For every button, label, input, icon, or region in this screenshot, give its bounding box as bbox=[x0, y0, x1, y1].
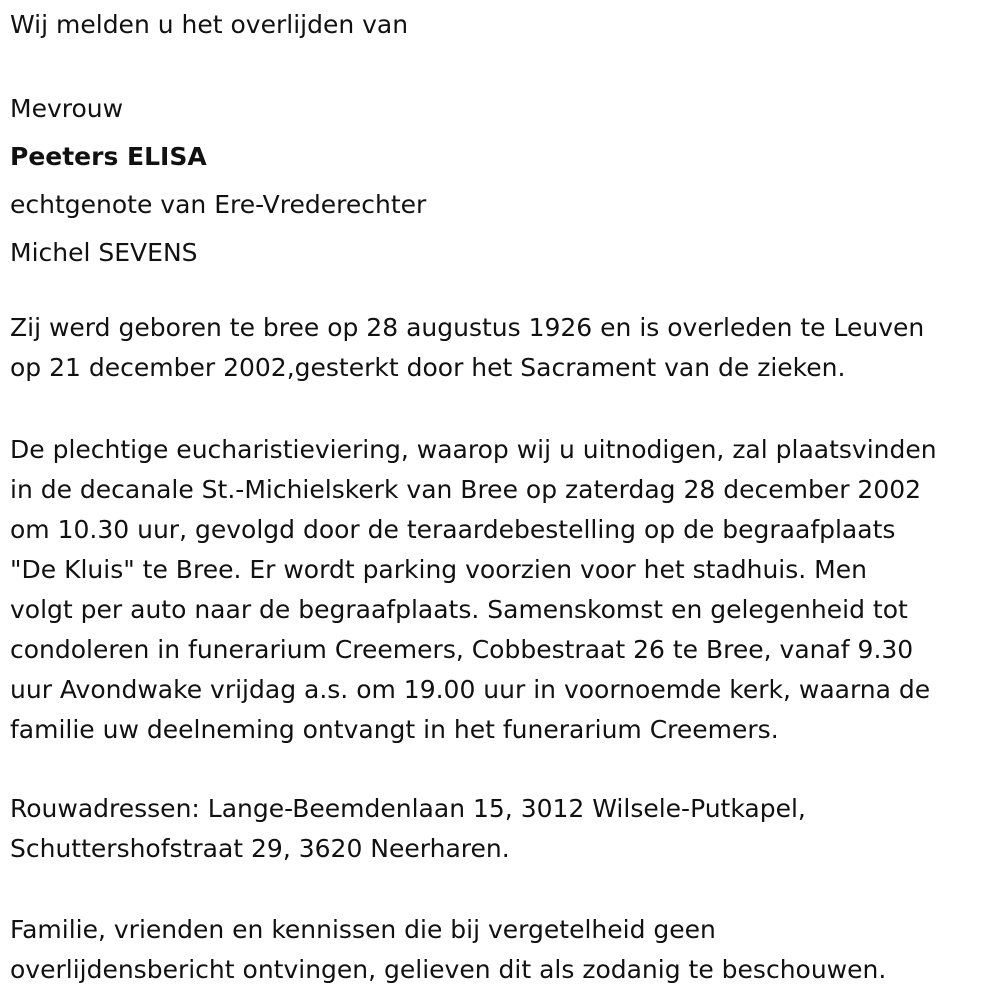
paragraph-line: "De Kluis" te Bree. Er wordt parking voorzien voor het stadhuis. Men bbox=[10, 555, 867, 584]
paragraph-line: volgt per auto naar de begraafplaats. Samenskomst en gelegenheid tot bbox=[10, 595, 908, 624]
paragraph-line: condoleren in funerarium Creemers, Cobbestraat 26 te Bree, vanaf 9.30 bbox=[10, 635, 914, 664]
paragraph-line: Zij werd geboren te bree op 28 augustus 1926 en is overleden te Leuven bbox=[10, 313, 925, 342]
ceremony-paragraph bbox=[10, 430, 937, 750]
spouse-line-1: echtgenote van Ere-Vrederechter bbox=[10, 190, 427, 219]
paragraph-line: Rouwadressen: Lange-Beemdenlaan 15, 3012 Wilsele-Putkapel, bbox=[10, 794, 806, 823]
deceased-block bbox=[10, 85, 426, 277]
paragraph-line: familie uw deelneming ontvangt in het funerarium Creemers. bbox=[10, 715, 779, 744]
address-paragraph bbox=[10, 789, 806, 869]
paragraph-line: uur Avondwake vrijdag a.s. om 19.00 uur in voornoemde kerk, waarna de bbox=[10, 675, 931, 704]
salutation: Mevrouw bbox=[10, 94, 124, 123]
paragraph-line: overlijdensbericht ontvingen, gelieven dit als zodanig te beschouwen. bbox=[10, 955, 887, 984]
paragraph-line: om 10.30 uur, gevolgd door de teraardebestelling op de begraafplaats bbox=[10, 515, 896, 544]
intro-text: Wij melden u het overlijden van bbox=[10, 10, 409, 39]
spouse-line-2: Michel SEVENS bbox=[10, 238, 198, 267]
paragraph-line: op 21 december 2002,gesterkt door het Sacrament van de zieken. bbox=[10, 353, 846, 382]
paragraph-line: Familie, vrienden en kennissen die bij vergetelheid geen bbox=[10, 915, 716, 944]
family-paragraph bbox=[10, 910, 886, 990]
paragraph-line: in de decanale St.-Michielskerk van Bree op zaterdag 28 december 2002 bbox=[10, 475, 922, 504]
paragraph-line: De plechtige eucharistieviering, waarop wij u uitnodigen, zal plaatsvinden bbox=[10, 435, 937, 464]
birth-paragraph bbox=[10, 308, 924, 388]
paragraph-line: Schuttershofstraat 29, 3620 Neerharen. bbox=[10, 834, 510, 863]
deceased-name: Peeters ELISA bbox=[10, 142, 207, 171]
